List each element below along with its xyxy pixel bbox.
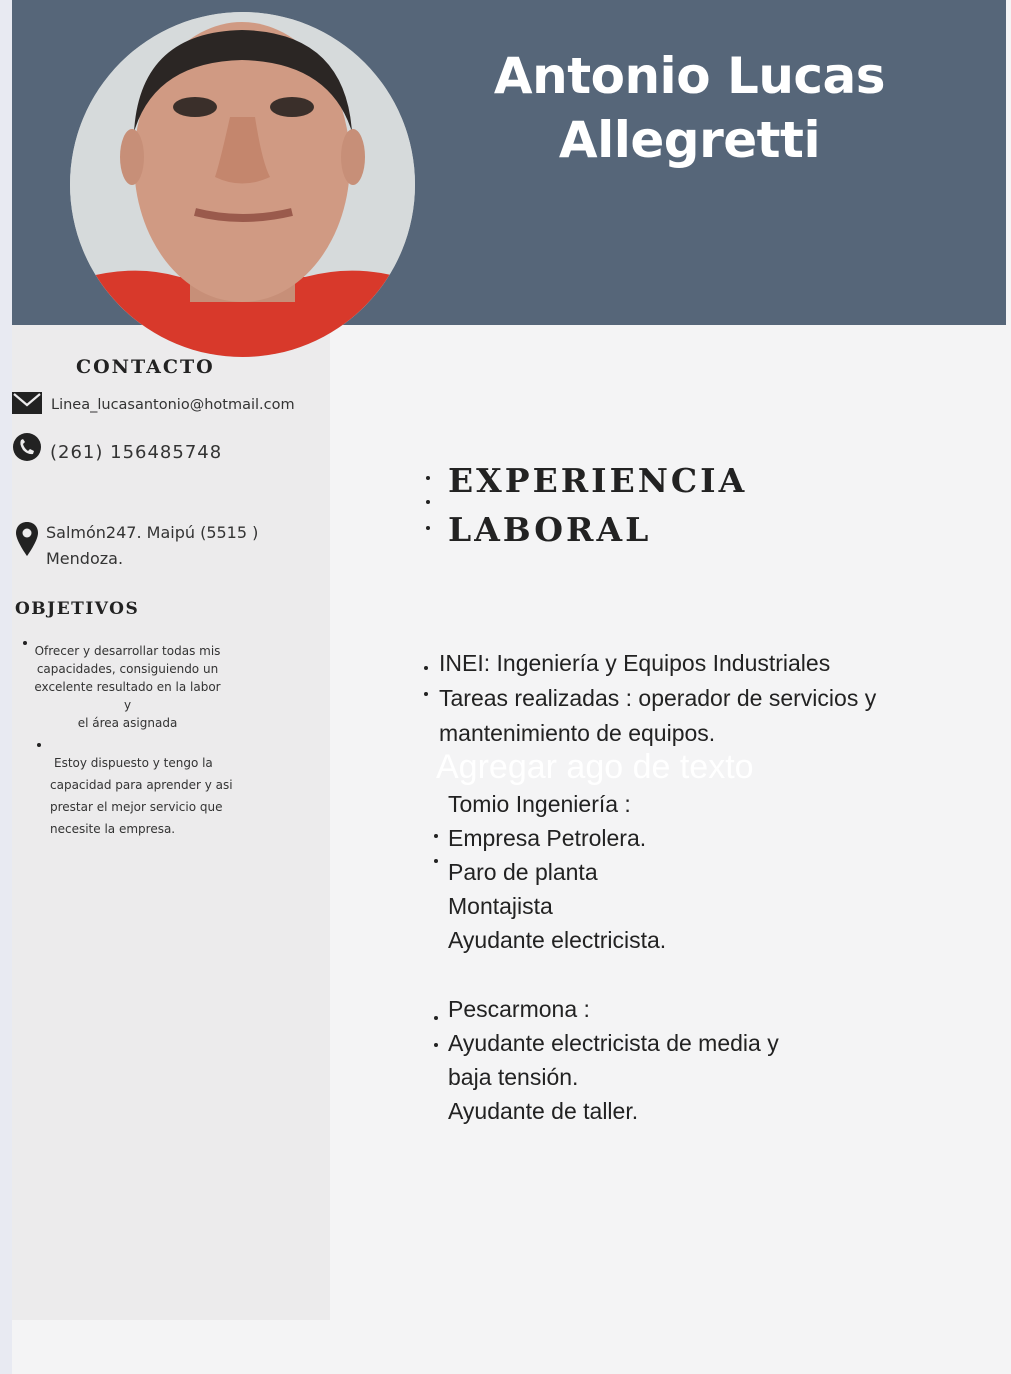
objective-1-line: el área asignada xyxy=(77,716,178,730)
resume-page xyxy=(12,0,1011,1374)
experience-line: Paro de planta xyxy=(448,859,598,885)
experience-line: Empresa Petrolera. xyxy=(448,825,647,851)
contact-address xyxy=(46,520,258,572)
bullet-dot xyxy=(434,1043,438,1047)
bullet-dot xyxy=(434,1016,438,1020)
placeholder-text[interactable]: Agregar ago de texto xyxy=(436,748,754,786)
location-pin-icon xyxy=(16,522,38,556)
contact-heading: CONTACTO xyxy=(76,356,215,378)
objective-1-line: capacidades, consiguiendo un xyxy=(36,662,219,676)
objective-2-line: Estoy dispuesto y tengo la xyxy=(54,756,213,770)
name-line-2: Allegretti xyxy=(558,111,821,169)
profile-photo xyxy=(70,12,415,357)
objective-item-2 xyxy=(50,752,260,840)
experience-heading-line-1: EXPERIENCIA xyxy=(448,461,748,500)
objective-2-line: capacidad para aprender y asi xyxy=(50,778,233,792)
objective-2-line: prestar el mejor servicio que xyxy=(50,800,223,814)
address-line-1: Salmón247. Maipú (5515 ) xyxy=(46,523,259,542)
bullet-dot xyxy=(426,526,430,530)
experience-line: Ayudante de taller. xyxy=(448,1098,639,1124)
experience-line: Tomio Ingeniería : xyxy=(448,791,631,817)
experience-line: Montajista xyxy=(448,893,553,919)
objective-1-line: Ofrecer y desarrollar todas mis xyxy=(34,644,221,658)
name-line-1: Antonio Lucas xyxy=(493,47,886,105)
bullet-dot xyxy=(426,500,430,504)
experience-line: baja tensión. xyxy=(448,1064,579,1090)
bullet-dot xyxy=(424,666,428,670)
experience-heading-line-2: LABORAL xyxy=(448,510,652,549)
objectives-heading: OBJETIVOS xyxy=(15,599,140,619)
full-name xyxy=(487,44,892,172)
objective-item-1 xyxy=(30,642,225,732)
bullet-dot xyxy=(434,859,438,863)
portrait-image xyxy=(70,12,415,357)
bullet-dot xyxy=(37,743,41,747)
address-line-2: Mendoza. xyxy=(46,549,124,568)
experience-line: Pescarmona : xyxy=(448,996,590,1022)
contact-email: Linea_lucasantonio@hotmail.com xyxy=(51,397,295,413)
experience-line: Ayudante electricista. xyxy=(448,927,667,953)
experience-line: Tareas realizadas : operador de servicios y xyxy=(439,685,877,711)
envelope-icon xyxy=(12,392,42,414)
experience-line: INEI: Ingeniería y Equipos Industriales xyxy=(439,650,831,676)
bullet-dot xyxy=(23,641,27,645)
experience-heading xyxy=(448,456,747,554)
experience-line: mantenimiento de equipos. xyxy=(439,720,716,746)
bullet-dot xyxy=(424,692,428,696)
experience-line: Ayudante electricista de media y xyxy=(448,1030,779,1056)
contact-phone: (261) 156485748 xyxy=(50,442,223,463)
objective-2-line: necesite la empresa. xyxy=(50,822,176,836)
bullet-dot xyxy=(434,834,438,838)
objective-1-line: excelente resultado en la labor y xyxy=(34,680,221,712)
bullet-dot xyxy=(426,476,430,480)
phone-icon xyxy=(12,432,42,462)
